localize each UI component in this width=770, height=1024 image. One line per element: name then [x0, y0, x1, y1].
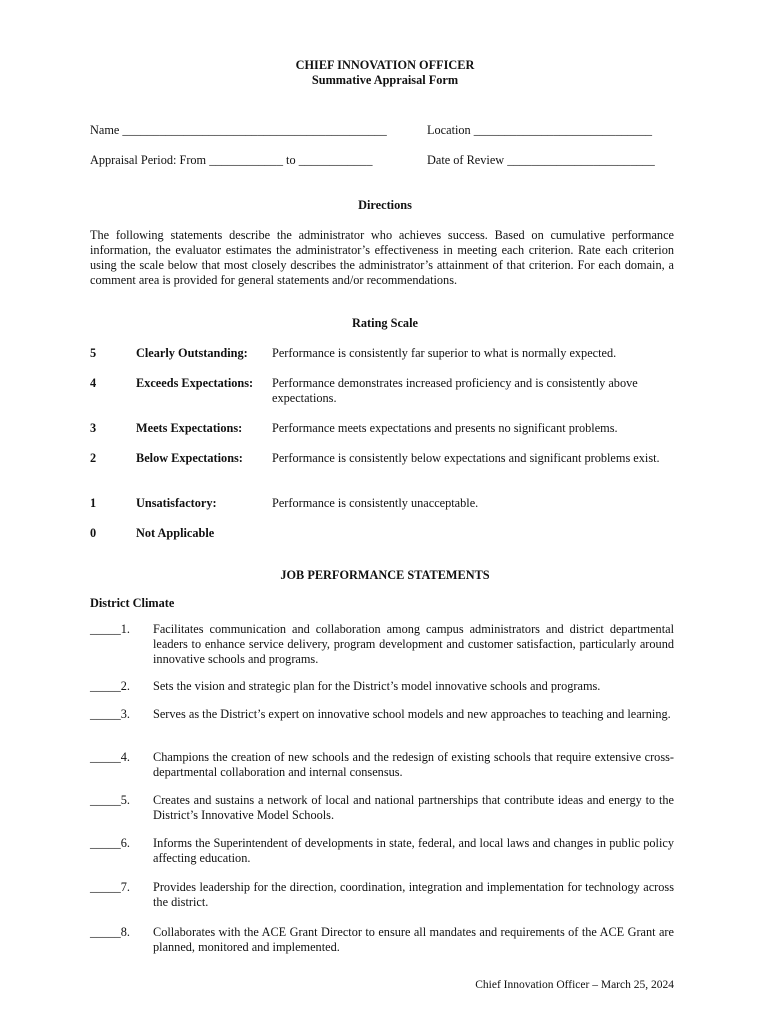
rating-description: Performance is consistently unacceptable.: [272, 496, 479, 510]
appraisal-period-field[interactable]: Appraisal Period: From ____________ to ____________: [90, 153, 373, 167]
statement-text: Serves as the District’s expert on innovative school models and new approaches to teaching and learning.: [153, 707, 671, 721]
rating-label: Clearly Outstanding:: [136, 346, 248, 360]
rating-blank[interactable]: _____8.: [90, 925, 130, 939]
rating-blank[interactable]: _____6.: [90, 836, 130, 850]
name-field[interactable]: Name ___________________________________________: [90, 123, 387, 137]
statement-text: Sets the vision and strategic plan for the District’s model innovative schools and programs.: [153, 679, 601, 693]
rating-blank[interactable]: _____4.: [90, 750, 130, 764]
form-title-block: [0, 58, 770, 88]
statement-text: Collaborates with the ACE Grant Director to ensure all mandates and requirements of the ACE Grant are planned, monitored and implemented.: [153, 925, 674, 954]
rating-blank[interactable]: _____7.: [90, 880, 130, 894]
rating-label: Not Applicable: [136, 526, 215, 540]
rating-score: 3: [90, 421, 97, 435]
form-subtitle: Summative Appraisal Form: [311, 73, 459, 87]
rating-description: Performance is consistently below expectations and significant problems exist.: [272, 451, 660, 465]
rating-blank[interactable]: _____1.: [90, 622, 130, 636]
rating-blank[interactable]: _____5.: [90, 793, 130, 807]
rating-label: Below Expectations:: [136, 451, 243, 465]
rating-description: Performance meets expectations and presents no significant problems.: [272, 421, 618, 435]
statement-text: Provides leadership for the direction, coordination, integration and implementation for technology across the district.: [153, 880, 674, 909]
rating-score: 2: [90, 451, 97, 465]
rating-label: Unsatisfactory:: [136, 496, 217, 510]
directions-heading: Directions: [358, 198, 412, 212]
rating-label: Exceeds Expectations:: [136, 376, 254, 390]
rating-scale-heading: Rating Scale: [352, 316, 418, 330]
job-performance-heading: JOB PERFORMANCE STATEMENTS: [280, 568, 490, 582]
rating-score: 4: [90, 376, 97, 390]
rating-score: 5: [90, 346, 97, 360]
statement-text: Champions the creation of new schools and the redesign of existing schools that require extensive cross-departmental collaboration and internal consensus.: [153, 750, 674, 779]
rating-score: 1: [90, 496, 97, 510]
rating-blank[interactable]: _____3.: [90, 707, 130, 721]
rating-description: Performance is consistently far superior to what is normally expected.: [272, 346, 617, 360]
rating-blank[interactable]: _____2.: [90, 679, 130, 693]
rating-score: 0: [90, 526, 97, 540]
form-title: CHIEF INNOVATION OFFICER: [295, 58, 475, 72]
rating-label: Meets Expectations:: [136, 421, 243, 435]
location-field[interactable]: Location _____________________________: [427, 123, 653, 137]
page-footer: Chief Innovation Officer – March 25, 2024: [475, 979, 674, 991]
rating-description: Performance demonstrates increased proficiency and is consistently above expectations.: [272, 376, 638, 405]
statement-text: Facilitates communication and collaboration among campus administrators and district departmental leaders to enhance service delivery, program development and customer satisfaction, particularly around innovative schools and programs.: [153, 622, 674, 666]
statement-text: Informs the Superintendent of developments in state, federal, and local laws and changes in public policy affecting education.: [153, 836, 674, 865]
directions-text: The following statements describe the administrator who achieves success. Based on cumulative performance information, the evaluator estimates the administrator’s effectiveness in meeting each criterion. Rate each criterion using the scale below that most closely describes the administrator’s attainment of that criterion. For each domain, a comment area is provided for general statements and/or recommendations.: [90, 228, 674, 287]
date-of-review-field[interactable]: Date of Review ________________________: [427, 153, 655, 167]
domain-heading: District Climate: [90, 596, 175, 610]
statement-text: Creates and sustains a network of local and national partnerships that contribute ideas and energy to the District’s Innovative Model Schools.: [153, 793, 674, 822]
